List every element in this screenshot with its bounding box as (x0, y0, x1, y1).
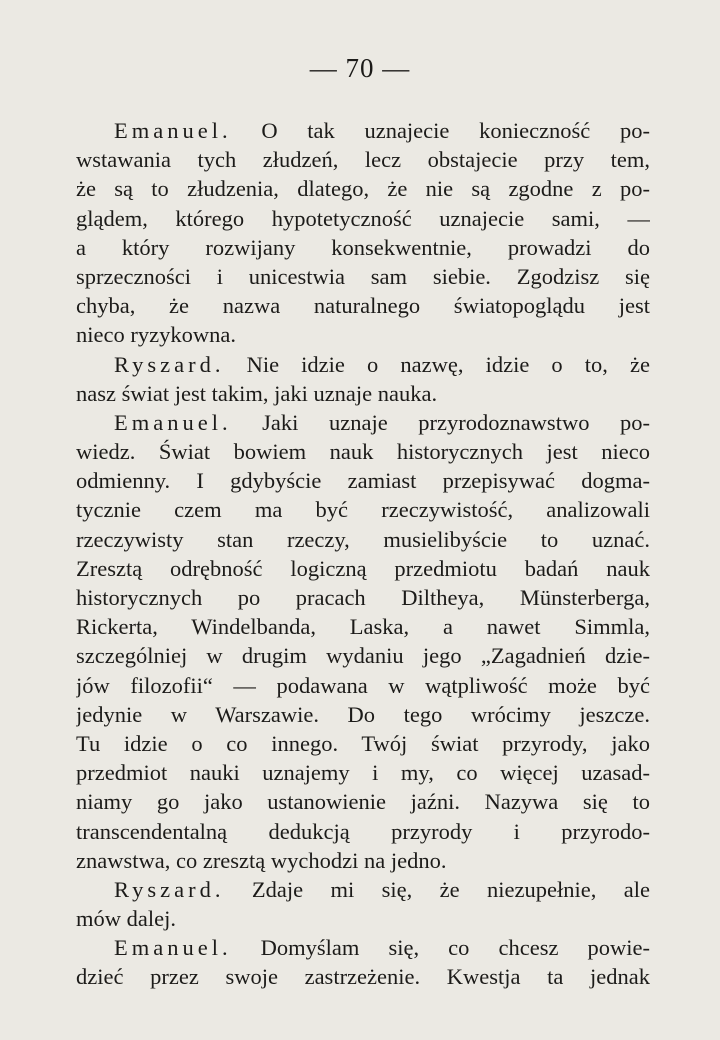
line-text: O tak uznajecie konieczność po- (231, 118, 650, 143)
text-line (76, 174, 650, 203)
page-number: — 70 — (309, 53, 411, 83)
line-text: Nie idzie o nazwę, idzie o to, że (224, 351, 650, 377)
line-text: sprzeczności i unicestwia sam siebie. Zgodzisz się (76, 263, 650, 289)
line-text: znawstwa, co zresztą wychodzi na jedno. (76, 847, 447, 873)
text-line (76, 379, 650, 408)
text-line (76, 787, 650, 816)
text-line (76, 583, 650, 612)
line-text: glądem, którego hypotetyczność uznajecie sami, — (76, 205, 650, 231)
line-text: Jaki uznaje przyrodoznawstwo po- (231, 409, 650, 435)
text-line (76, 875, 650, 904)
text-line (76, 320, 650, 349)
speaker-name: Emanuel. (114, 118, 232, 143)
text-line (76, 554, 650, 583)
text-line (76, 233, 650, 262)
line-text: Zresztą odrębność logiczną przedmiotu badań nauk (76, 555, 650, 581)
line-text: wstawania tych złudzeń, lecz obstajecie przy tem, (76, 147, 650, 173)
text-line (76, 116, 650, 145)
speaker-name: Ryszard. (114, 876, 225, 902)
line-text: chyba, że nazwa naturalnego światopoglądu jest (76, 293, 650, 319)
line-text: jów filozofii“ — podawana w wątpliwość może być (76, 672, 650, 698)
text-line (76, 437, 650, 466)
text-line (76, 262, 650, 291)
text-line (76, 700, 650, 729)
line-text: a który rozwijany konsekwentnie, prowadzi do (76, 234, 650, 260)
line-text: dzieć przez swoje zastrzeżenie. Kwestja ta jednak (76, 964, 650, 990)
line-text: mów dalej. (76, 906, 176, 932)
text-line (76, 846, 650, 875)
line-text: Domyślam się, co chcesz powie- (231, 935, 650, 961)
line-text: szczególniej w drugim wydaniu jego „Zagadnień dzie- (76, 643, 650, 669)
line-text: nieco ryzykowna. (76, 322, 236, 348)
text-line (76, 729, 650, 758)
text-line (76, 408, 650, 437)
line-text: transcendentalną dedukcją przyrody i przyrodo- (76, 818, 650, 844)
text-line (76, 525, 650, 554)
line-text: Rickerta, Windelbanda, Laska, a nawet Simmla, (76, 614, 650, 640)
speaker-name: Emanuel. (114, 935, 232, 961)
speaker-name: Ryszard. (114, 351, 225, 377)
line-text: rzeczywisty stan rzeczy, musielibyście to uznać. (76, 526, 650, 552)
text-line (76, 962, 650, 991)
line-text: niamy go jako ustanowienie jaźni. Nazywa się to (76, 789, 650, 815)
text-line (76, 291, 650, 320)
line-text: że są to złudzenia, dlatego, że nie są zgodne z po- (76, 176, 650, 202)
text-line (76, 350, 650, 379)
text-line (76, 466, 650, 495)
line-text: jedynie w Warszawie. Do tego wrócimy jeszcze. (76, 701, 650, 727)
text-line (76, 817, 650, 846)
line-text: tycznie czem ma być rzeczywistość, analizowali (76, 497, 650, 523)
text-line (76, 671, 650, 700)
text-line (76, 758, 650, 787)
text-line (76, 904, 650, 933)
dialogue-text (76, 116, 650, 992)
text-line (76, 495, 650, 524)
text-line (76, 204, 650, 233)
text-line (76, 641, 650, 670)
line-text: historycznych po pracach Diltheya, Münsterberga, (76, 585, 650, 610)
text-line (76, 933, 650, 962)
speaker-name: Emanuel. (114, 409, 232, 435)
line-text: nasz świat jest takim, jaki uznaje nauka. (76, 380, 438, 406)
text-line (76, 612, 650, 641)
line-text: odmienny. I gdybyście zamiast przepisywać dogma- (76, 468, 650, 494)
line-text: wiedz. Świat bowiem nauk historycznych jest nieco (76, 439, 650, 465)
line-text: przedmiot nauki uznajemy i my, co więcej uzasad- (76, 760, 650, 786)
line-text: Zdaje mi się, że niezupełnie, ale (224, 876, 650, 902)
text-line (76, 145, 650, 174)
line-text: Tu idzie o co innego. Twój świat przyrody, jako (76, 730, 650, 756)
